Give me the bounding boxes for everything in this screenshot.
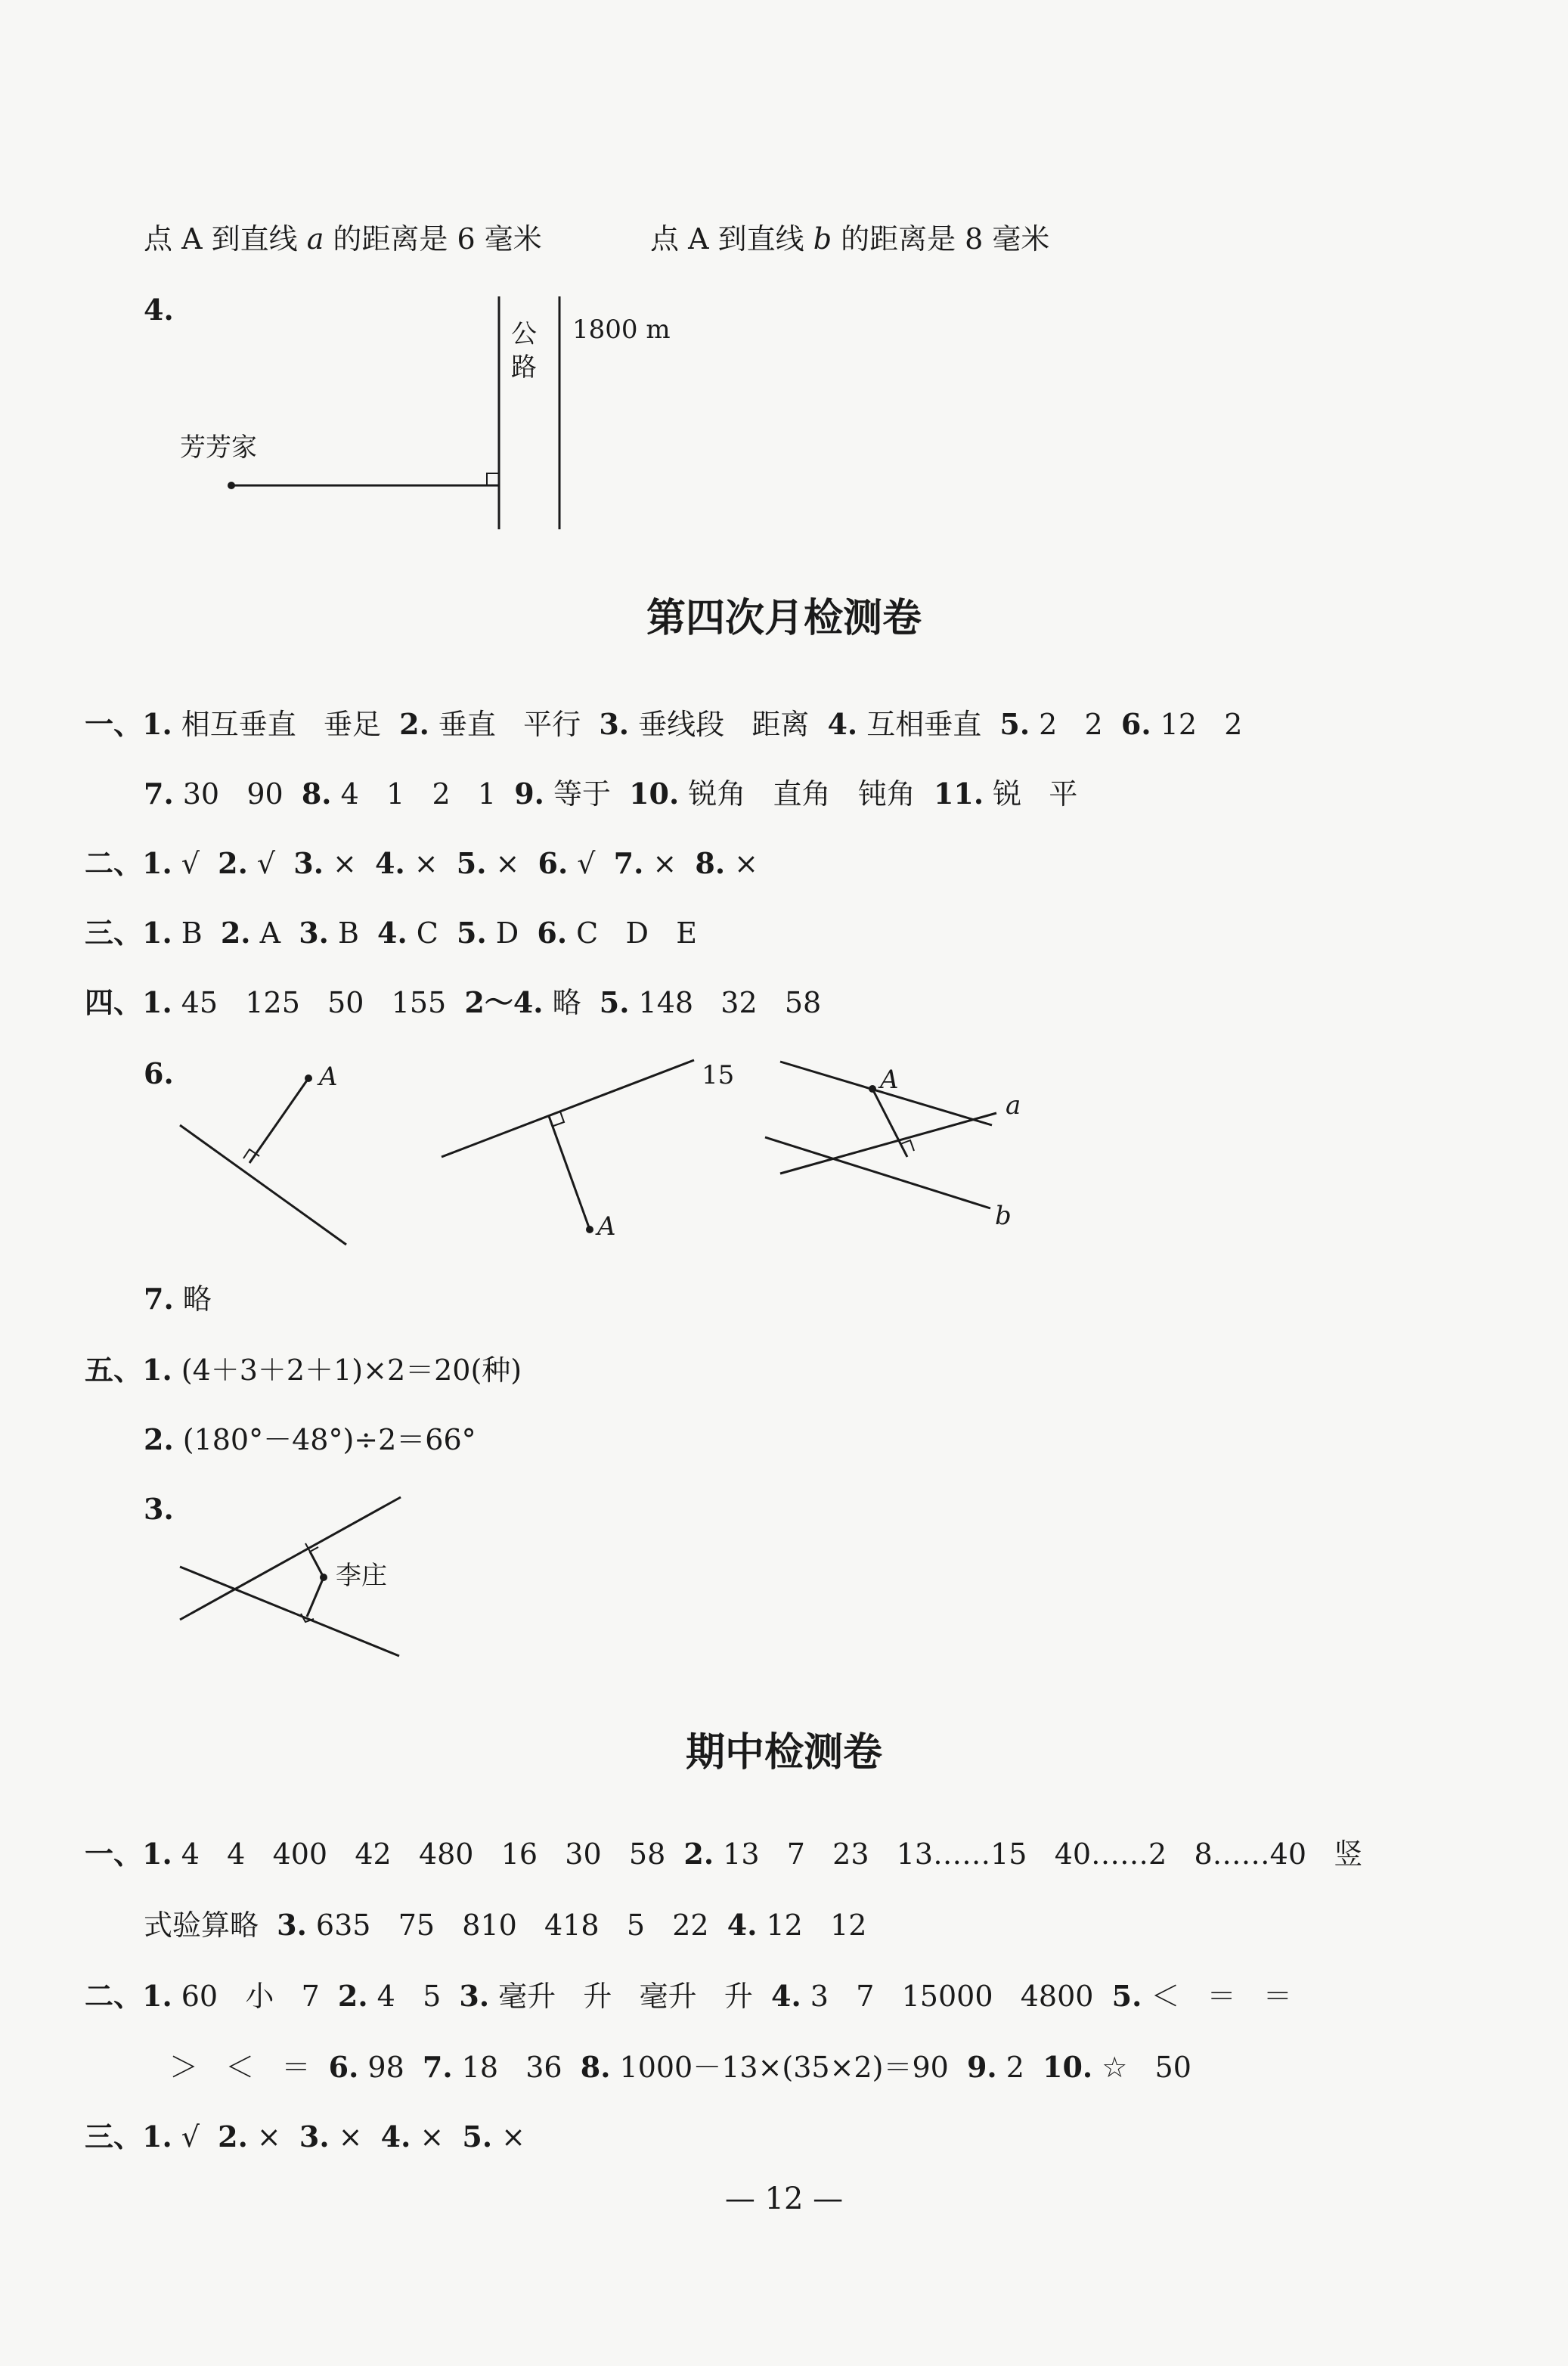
answer-text: 60 小 7 bbox=[172, 1980, 338, 2013]
answer-text: 相互垂直 垂足 bbox=[172, 708, 400, 741]
home-point bbox=[228, 482, 235, 489]
page-number: — 12 — bbox=[724, 2181, 844, 2216]
fig2-point-a bbox=[586, 1226, 593, 1233]
question-number: 8. bbox=[301, 777, 332, 811]
answer-text: C bbox=[407, 916, 457, 950]
question-number: 4. bbox=[827, 707, 858, 741]
question-number: 8. bbox=[580, 2050, 611, 2084]
section-title-midterm: 期中检测卷 bbox=[685, 1729, 882, 1775]
question-number: 5. bbox=[999, 707, 1030, 741]
answer-text: (4＋3＋2＋1)×2＝20(种) bbox=[172, 1354, 522, 1387]
home-label: 芳芳家 bbox=[180, 433, 257, 463]
question-number: 5. bbox=[1111, 1979, 1142, 2013]
answer-text: A bbox=[250, 916, 299, 950]
fig3-point-a bbox=[869, 1085, 876, 1093]
question-number: 一、1. bbox=[85, 1837, 172, 1871]
answer-text: B bbox=[328, 916, 378, 950]
question-number: 7. bbox=[144, 1282, 174, 1316]
answer-text: 略 bbox=[543, 986, 600, 1019]
question-number: 4. bbox=[380, 2119, 411, 2154]
road-label: 公路 bbox=[511, 319, 537, 383]
point-label-a: A bbox=[880, 1065, 899, 1095]
answer-text: 垂直 平行 bbox=[429, 708, 600, 741]
dist-b-value: 的距离是 8 毫米 bbox=[832, 222, 1050, 256]
answer-text: 2 2 bbox=[1030, 708, 1121, 741]
road-lower bbox=[180, 1567, 399, 1656]
answer-text: 垂线段 距离 bbox=[628, 708, 828, 741]
section-title-fourth: 第四次月检测卷 bbox=[646, 595, 922, 641]
question-number: 2. bbox=[218, 2119, 248, 2154]
answer-text: 2 bbox=[996, 2051, 1043, 2084]
question-number: 9. bbox=[514, 777, 544, 811]
question-number: 6. bbox=[144, 1056, 174, 1090]
question-number: 三、1. bbox=[85, 916, 172, 950]
question-number: 6. bbox=[328, 2050, 359, 2084]
question-number: 7. bbox=[144, 777, 174, 811]
question-number: 3. bbox=[144, 1492, 174, 1526]
answer-text: 98 bbox=[358, 2051, 423, 2084]
answer-text: 式验算略 bbox=[144, 1909, 277, 1942]
village-label: 李庄 bbox=[336, 1561, 387, 1591]
dist-a-text: 点 A 到直线 bbox=[144, 222, 307, 256]
answer-text: 12 12 bbox=[757, 1909, 867, 1942]
question-number: 3. bbox=[299, 2119, 330, 2154]
question-number: 5. bbox=[457, 916, 487, 950]
answer-text: √ bbox=[247, 847, 294, 880]
question-number: 三、1. bbox=[85, 2119, 172, 2154]
question-number: 6. bbox=[538, 846, 569, 880]
answer-text: × bbox=[404, 847, 457, 880]
answer-text: 锐角 直角 钝角 bbox=[679, 777, 934, 811]
question-number: 4. bbox=[377, 916, 407, 950]
question-number: 5. bbox=[462, 2119, 493, 2154]
line-label-a: a bbox=[1006, 1090, 1021, 1121]
var-a: a bbox=[306, 222, 324, 256]
fig1-point-a bbox=[305, 1074, 312, 1082]
question-number: 4. bbox=[375, 846, 405, 880]
question-number: 9. bbox=[966, 2050, 997, 2084]
answer-text: √ bbox=[172, 847, 218, 880]
answer-text: 1000－13×(35×2)＝90 bbox=[610, 2051, 967, 2084]
answer-text: 30 90 bbox=[173, 777, 302, 811]
answer-text: 12 2 bbox=[1151, 708, 1243, 741]
answer-text: C D E bbox=[567, 916, 697, 950]
road-upper bbox=[180, 1497, 401, 1620]
question-number: 一、1. bbox=[85, 707, 172, 741]
answer-text: 4 1 2 1 bbox=[331, 777, 515, 811]
question-number: 2. bbox=[337, 1979, 368, 2013]
answer-text: × bbox=[411, 2120, 463, 2154]
question-number: 四、1. bbox=[85, 985, 172, 1019]
answer-text: ＞ ＜ ＝ bbox=[169, 2051, 329, 2084]
point-label-a: A bbox=[319, 1062, 338, 1092]
answer-text: × bbox=[486, 847, 538, 880]
right-angle-mark bbox=[487, 473, 499, 485]
line-label-b: b bbox=[995, 1201, 1012, 1231]
question-number: 3. bbox=[293, 846, 324, 880]
perpendicular-lower bbox=[307, 1577, 324, 1617]
question-number: 10. bbox=[1043, 2050, 1093, 2084]
fig1-perpendicular bbox=[249, 1078, 308, 1163]
answer-text: ☆ 50 bbox=[1092, 2051, 1191, 2084]
question-number: 4. bbox=[144, 293, 174, 327]
perpendicular-upper bbox=[310, 1552, 324, 1577]
answer-text: 148 32 58 bbox=[629, 986, 822, 1019]
answer-text: B bbox=[172, 916, 221, 950]
answer-text: 互相垂直 bbox=[857, 708, 1000, 741]
answer-text: 18 36 bbox=[452, 2051, 581, 2084]
answer-text: 锐 平 bbox=[984, 777, 1078, 811]
fig2-line bbox=[442, 1060, 694, 1157]
question-number: 8. bbox=[695, 846, 726, 880]
question-number: 4. bbox=[771, 1979, 801, 2013]
answer-text: (180°－48°)÷2＝66° bbox=[173, 1423, 476, 1456]
question-number: 2. bbox=[220, 916, 251, 950]
question-number: 2. bbox=[144, 1422, 174, 1456]
question-number: 2. bbox=[218, 846, 248, 880]
dist-b-text: 点 A 到直线 bbox=[650, 222, 813, 256]
question-number: 2～4. bbox=[464, 985, 544, 1019]
question-number: 7. bbox=[613, 846, 644, 880]
answer-text: 45 125 50 155 bbox=[172, 986, 465, 1019]
answer-text: × bbox=[329, 2120, 381, 2154]
answer-text: 635 75 810 418 5 22 bbox=[306, 1909, 727, 1942]
answer-text: √ bbox=[172, 2120, 218, 2154]
question-number: 2. bbox=[683, 1837, 714, 1871]
question-number: 6. bbox=[537, 916, 568, 950]
question-number: 5. bbox=[456, 846, 487, 880]
question-number: 4. bbox=[727, 1908, 758, 1942]
answer-text: 13 7 23 13……15 40……2 8……40 竖 bbox=[714, 1837, 1363, 1871]
dist-a-value: 的距离是 6 毫米 bbox=[324, 222, 542, 256]
answer-text: D bbox=[486, 916, 538, 950]
fig3-line-b bbox=[765, 1137, 990, 1208]
answer-text: × bbox=[725, 847, 758, 880]
answer-text: √ bbox=[568, 847, 614, 880]
answer-text: × bbox=[492, 2120, 525, 2154]
answer-text: ＜ ＝ ＝ bbox=[1142, 1980, 1292, 2013]
answer-text: 略 bbox=[173, 1282, 212, 1316]
answer-text: 4 5 bbox=[367, 1980, 460, 2013]
distance-label: 1800 m bbox=[572, 315, 671, 345]
answer-text: 等于 bbox=[544, 777, 630, 811]
answer-text: 3 7 15000 4800 bbox=[801, 1980, 1112, 2013]
var-b: b bbox=[813, 222, 832, 256]
village-point bbox=[320, 1574, 327, 1581]
question-number: 11. bbox=[933, 777, 984, 811]
answer-text: 4 4 400 42 480 16 30 58 bbox=[172, 1837, 684, 1871]
fig2-perpendicular bbox=[549, 1116, 590, 1230]
question-number: 10. bbox=[629, 777, 680, 811]
question-number: 二、1. bbox=[85, 846, 172, 880]
answer-text: × bbox=[247, 2120, 299, 2154]
question-number: 2. bbox=[399, 707, 429, 741]
answer-text: × bbox=[643, 847, 696, 880]
point-label-a: A bbox=[597, 1211, 616, 1242]
question-number: 3. bbox=[459, 1979, 490, 2013]
question-number: 7. bbox=[422, 2050, 453, 2084]
answer-text: × bbox=[323, 847, 375, 880]
figure-number-15: 15 bbox=[702, 1060, 735, 1090]
question-number: 3. bbox=[299, 916, 329, 950]
question-number: 6. bbox=[1120, 707, 1151, 741]
question-number: 二、1. bbox=[85, 1979, 172, 2013]
question-number: 3. bbox=[277, 1908, 307, 1942]
answer-text: 毫升 升 毫升 升 bbox=[489, 1980, 772, 2013]
question-number: 五、1. bbox=[85, 1353, 172, 1387]
question-number: 3. bbox=[599, 707, 629, 741]
question-number: 5. bbox=[599, 985, 630, 1019]
